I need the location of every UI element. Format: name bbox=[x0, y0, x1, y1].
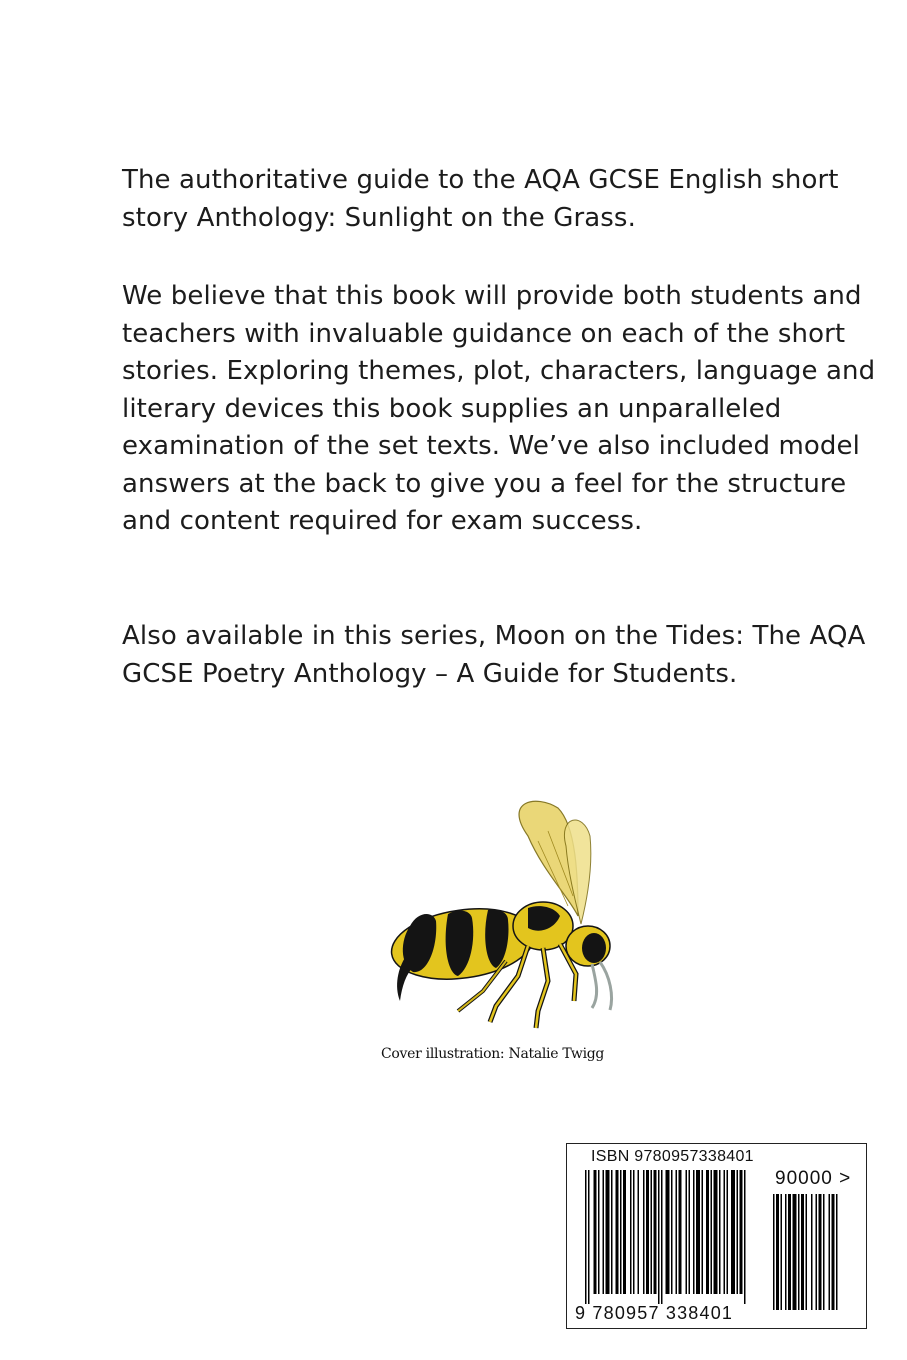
barcode-bar bbox=[638, 1170, 640, 1294]
price-code: 90000 > bbox=[775, 1168, 852, 1189]
barcode-bar bbox=[679, 1170, 682, 1294]
blurb-intro: The authoritative guide to the AQA GCSE English short story Anthology: Sunlight on the Grass. bbox=[122, 165, 839, 233]
barcode-bar bbox=[731, 1170, 735, 1294]
barcode-bars bbox=[585, 1170, 755, 1304]
barcode-bar bbox=[620, 1170, 622, 1294]
barcode-bar bbox=[654, 1170, 657, 1294]
barcode-bar bbox=[727, 1170, 729, 1294]
barcode-bar bbox=[689, 1170, 691, 1294]
barcode-bar bbox=[676, 1170, 678, 1294]
barcode-bar bbox=[651, 1170, 653, 1294]
barcode-bar bbox=[836, 1194, 838, 1310]
price-code-bars bbox=[773, 1194, 847, 1320]
barcode-bar bbox=[832, 1194, 835, 1310]
barcode-bar bbox=[661, 1170, 663, 1304]
blurb-series-note: Also available in this series, Moon on the Tides: The AQA GCSE Poetry Anthology – A Guide for Students. bbox=[122, 621, 866, 689]
barcode-bar bbox=[611, 1170, 613, 1294]
barcode-bar bbox=[658, 1170, 660, 1304]
barcode-bar bbox=[798, 1194, 800, 1310]
barcode-bar bbox=[776, 1194, 779, 1310]
barcode-bar bbox=[603, 1170, 605, 1294]
barcode-bar bbox=[785, 1194, 787, 1310]
barcode-bar bbox=[606, 1170, 610, 1294]
barcode-bar bbox=[702, 1170, 704, 1294]
barcode-bar bbox=[829, 1194, 831, 1310]
barcode-bar bbox=[711, 1170, 713, 1294]
barcode-bar bbox=[623, 1170, 626, 1294]
barcode-bar bbox=[788, 1194, 791, 1310]
barcode-bar bbox=[737, 1170, 739, 1294]
barcode-bar bbox=[686, 1170, 688, 1294]
barcode-bar bbox=[643, 1170, 645, 1294]
barcode-bar bbox=[714, 1170, 718, 1294]
barcode-bar bbox=[811, 1194, 813, 1310]
barcode-bar bbox=[740, 1170, 743, 1294]
barcode-bar bbox=[646, 1170, 649, 1294]
isbn-barcode bbox=[566, 1143, 867, 1329]
illustration-credit: Cover illustration: Natalie Twigg bbox=[381, 1046, 605, 1062]
barcode-bar bbox=[588, 1170, 590, 1304]
barcode-bar bbox=[630, 1170, 632, 1294]
barcode-bar bbox=[773, 1194, 775, 1310]
barcode-bar bbox=[793, 1194, 797, 1310]
barcode-digits: 9 780957 338401 bbox=[575, 1303, 734, 1323]
barcode-bar bbox=[693, 1170, 695, 1294]
barcode-bar bbox=[666, 1170, 670, 1294]
barcode-bar bbox=[724, 1170, 726, 1294]
isbn-label: ISBN 9780957338401 bbox=[591, 1148, 754, 1165]
barcode-bar bbox=[633, 1170, 635, 1294]
barcode-bar bbox=[696, 1170, 700, 1294]
barcode-bar bbox=[823, 1194, 825, 1310]
barcode-bar bbox=[671, 1170, 673, 1294]
barcode-bar bbox=[806, 1194, 808, 1310]
barcode-bar bbox=[801, 1194, 804, 1310]
barcode-bar bbox=[744, 1170, 746, 1304]
barcode-bar bbox=[616, 1170, 619, 1294]
barcode-bar bbox=[585, 1170, 587, 1304]
barcode-bar bbox=[816, 1194, 818, 1310]
barcode-bar bbox=[706, 1170, 709, 1294]
blurb-description: We believe that this book will provide both students and teachers with invaluable guidance on each of the short stories. Exploring themes, plot, characters, language and literary devices this book supplies an unparalleled examination of the set texts. We’ve also included model answers at the back to give you a feel for the structure and content required for exam success. bbox=[122, 281, 876, 536]
barcode-bar bbox=[819, 1194, 822, 1310]
wasp-illustration-icon bbox=[378, 796, 638, 1041]
barcode-bar bbox=[719, 1170, 721, 1294]
barcode-bar bbox=[781, 1194, 783, 1310]
barcode-bar bbox=[598, 1170, 600, 1294]
barcode-bar bbox=[594, 1170, 597, 1294]
